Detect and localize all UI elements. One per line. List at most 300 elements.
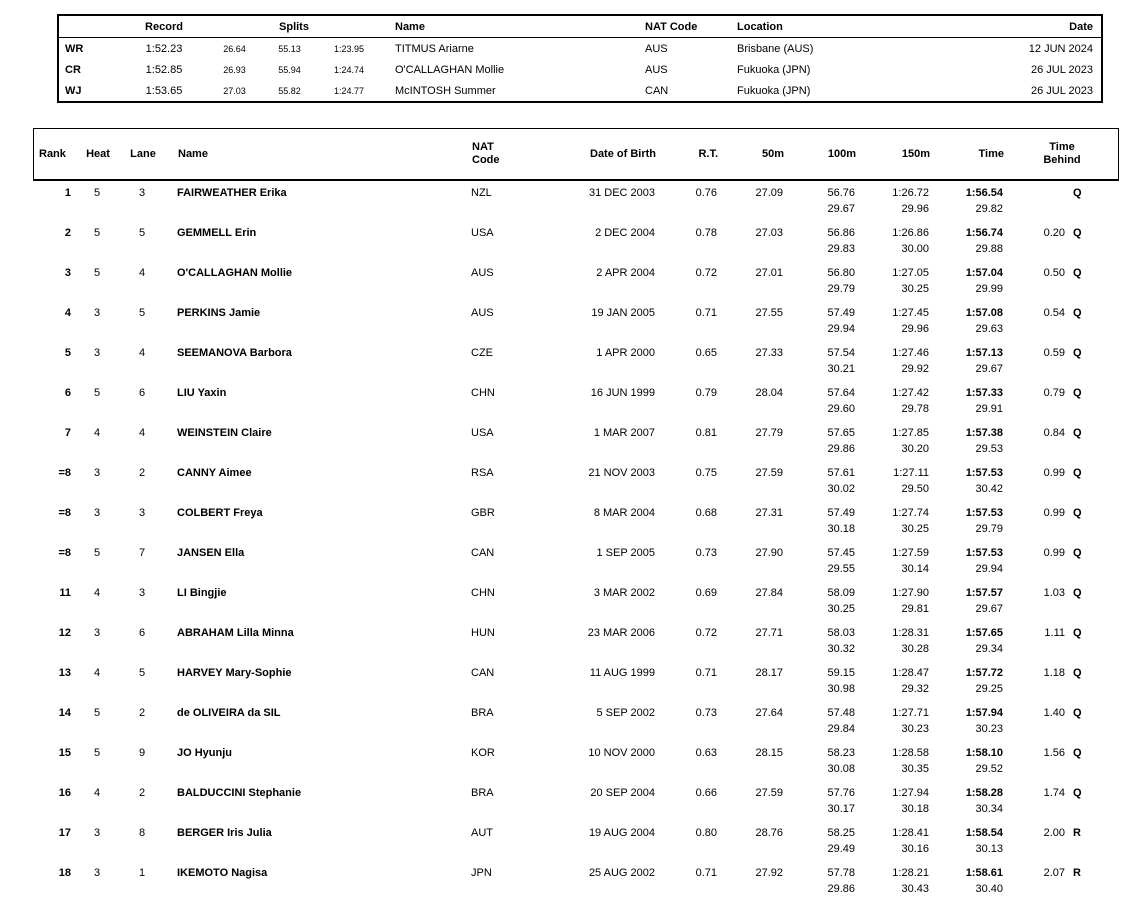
- split-150m-cell: [855, 425, 929, 457]
- rank-cell: 17: [58, 827, 71, 839]
- results-header-row: [33, 128, 1119, 181]
- split-100m-cell: [783, 625, 855, 657]
- lane-cell: 2: [138, 707, 146, 719]
- header-date-of-birth: Date of Birth: [590, 147, 656, 160]
- reaction-time-cell: 0.73: [695, 707, 717, 719]
- final-time-cell: [929, 305, 1003, 337]
- swimmer-name: BERGER Iris Julia: [177, 827, 272, 839]
- result-row: [33, 823, 1119, 863]
- split-150m-lap: 29.96: [901, 203, 929, 215]
- split-100m-lap: 29.55: [827, 563, 855, 575]
- split-100m-time: 56.86: [827, 227, 855, 239]
- split-100m-lap: 30.21: [827, 363, 855, 375]
- final-time: 1:57.53: [965, 547, 1003, 559]
- split-150m-cell: [855, 265, 929, 297]
- nat-code-cell: BRA: [471, 707, 494, 719]
- split-150m-lap: 30.28: [901, 643, 929, 655]
- reaction-time-cell: 0.66: [695, 787, 717, 799]
- final-time: 1:57.53: [965, 507, 1003, 519]
- split-50m-cell: 28.76: [755, 827, 783, 839]
- final-lap: 29.34: [975, 643, 1003, 655]
- final-lap: 29.63: [975, 323, 1003, 335]
- split-100m-cell: [783, 745, 855, 777]
- split-50m-cell: 28.04: [755, 387, 783, 399]
- final-time-cell: [929, 585, 1003, 617]
- date-of-birth-cell: 23 MAR 2006: [587, 627, 655, 639]
- record-holder-name: McINTOSH Summer: [395, 84, 496, 97]
- reaction-time-cell: 0.72: [695, 267, 717, 279]
- rank-cell: 13: [58, 667, 71, 679]
- final-time-cell: [929, 625, 1003, 657]
- nat-code-cell: BRA: [471, 787, 494, 799]
- qualification-flag: Q: [1073, 467, 1082, 479]
- result-row: [33, 223, 1119, 263]
- result-row: [33, 303, 1119, 343]
- rank-cell: 16: [58, 787, 71, 799]
- rank-cell: =8: [58, 547, 71, 559]
- record-date: 12 JUN 2024: [1028, 42, 1093, 55]
- split-150m-cell: [855, 625, 929, 657]
- split-150m-time: 1:27.45: [892, 307, 929, 319]
- qualification-flag: Q: [1073, 547, 1082, 559]
- date-of-birth-cell: 2 APR 2004: [596, 267, 655, 279]
- swimmer-name: LIU Yaxin: [177, 387, 227, 399]
- heat-cell: 5: [93, 547, 101, 559]
- record-tag: CR: [65, 63, 81, 76]
- split-150m-lap: 30.25: [901, 523, 929, 535]
- record-nat-code: CAN: [645, 84, 669, 97]
- reaction-time-cell: 0.81: [695, 427, 717, 439]
- records-header-name: Name: [395, 20, 425, 33]
- split-150m-time: 1:26.72: [892, 187, 929, 199]
- reaction-time-cell: 0.72: [695, 627, 717, 639]
- qualification-flag: Q: [1073, 667, 1082, 679]
- records-header-nat-code: NAT Code: [645, 20, 698, 33]
- time-behind-cell: 0.79: [1043, 387, 1065, 399]
- final-lap: 29.88: [975, 243, 1003, 255]
- reaction-time-cell: 0.79: [695, 387, 717, 399]
- result-row: [33, 743, 1119, 783]
- heat-cell: 3: [93, 347, 101, 359]
- rank-cell: 7: [64, 427, 71, 439]
- split-150m-time: 1:28.47: [892, 667, 929, 679]
- rank-cell: 12: [58, 627, 71, 639]
- final-time: 1:57.13: [965, 347, 1003, 359]
- split-150m-time: 1:26.86: [892, 227, 929, 239]
- split-50m-cell: 27.59: [755, 787, 783, 799]
- split-150m-time: 1:27.05: [892, 267, 929, 279]
- final-lap: 29.25: [975, 683, 1003, 695]
- split-50m-cell: 27.79: [755, 427, 783, 439]
- qualification-flag: Q: [1073, 707, 1082, 719]
- date-of-birth-cell: 19 JAN 2005: [591, 307, 655, 319]
- time-behind-cell: 1.03: [1043, 587, 1065, 599]
- split-150m-lap: 30.35: [901, 763, 929, 775]
- qualification-flag: Q: [1073, 427, 1082, 439]
- date-of-birth-cell: 10 NOV 2000: [588, 747, 655, 759]
- result-row: [33, 503, 1119, 543]
- result-row: [33, 543, 1119, 583]
- results-table: [33, 128, 1119, 903]
- time-behind-cell: 0.99: [1043, 467, 1065, 479]
- split-100m-lap: 29.83: [827, 243, 855, 255]
- lane-cell: 4: [138, 267, 146, 279]
- result-row: [33, 263, 1119, 303]
- result-row: [33, 343, 1119, 383]
- result-row: [33, 183, 1119, 223]
- qualification-flag: Q: [1073, 307, 1082, 319]
- record-nat-code: AUS: [645, 63, 668, 76]
- final-time-cell: [929, 865, 1003, 897]
- date-of-birth-cell: 5 SEP 2002: [596, 707, 655, 719]
- lane-cell: 9: [138, 747, 146, 759]
- split-100m-lap: 29.60: [827, 403, 855, 415]
- swimmer-name: JO Hyunju: [177, 747, 233, 759]
- date-of-birth-cell: 1 APR 2000: [596, 347, 655, 359]
- header-100m: 100m: [827, 147, 856, 160]
- record-location: Fukuoka (JPN): [737, 84, 811, 97]
- final-lap: 30.23: [975, 723, 1003, 735]
- date-of-birth-cell: 31 DEC 2003: [588, 187, 655, 199]
- reaction-time-cell: 0.75: [695, 467, 717, 479]
- split-150m-time: 1:28.58: [892, 747, 929, 759]
- split-150m-lap: 30.25: [901, 283, 929, 295]
- final-time: 1:57.33: [965, 387, 1003, 399]
- split-100m-time: 57.61: [827, 467, 855, 479]
- nat-code-cell: AUT: [471, 827, 493, 839]
- result-row: [33, 463, 1119, 503]
- heat-cell: 5: [93, 187, 101, 199]
- final-time: 1:57.53: [965, 467, 1003, 479]
- time-behind-cell: 0.54: [1043, 307, 1065, 319]
- heat-cell: 3: [93, 827, 101, 839]
- lane-cell: 3: [138, 187, 146, 199]
- split-100m-cell: [783, 545, 855, 577]
- nat-code-cell: GBR: [471, 507, 495, 519]
- records-header-splits: Splits: [279, 20, 309, 33]
- result-row: [33, 783, 1119, 823]
- heat-cell: 3: [93, 507, 101, 519]
- split-150m-lap: 29.78: [901, 403, 929, 415]
- final-lap: 29.91: [975, 403, 1003, 415]
- time-behind-cell: 2.07: [1043, 867, 1065, 879]
- swimmer-name: COLBERT Freya: [177, 507, 263, 519]
- split-150m-cell: [855, 825, 929, 857]
- final-time-cell: [929, 825, 1003, 857]
- split-50m-cell: 27.71: [755, 627, 783, 639]
- header-nat-line1: NAT: [472, 141, 494, 153]
- records-body: [59, 38, 1101, 101]
- split-100m-time: 59.15: [827, 667, 855, 679]
- split-100m-cell: [783, 865, 855, 897]
- header-time: Time: [978, 147, 1004, 160]
- lane-cell: 2: [138, 467, 146, 479]
- qualification-flag: Q: [1073, 227, 1082, 239]
- final-time: 1:58.61: [965, 867, 1003, 879]
- split-150m-cell: [855, 585, 929, 617]
- record-row: [59, 80, 1101, 101]
- split-100m-time: 57.64: [827, 387, 855, 399]
- records-table: [57, 14, 1103, 103]
- split-150m-cell: [855, 385, 929, 417]
- qualification-flag: Q: [1073, 187, 1082, 199]
- heat-cell: 3: [93, 627, 101, 639]
- result-row: [33, 383, 1119, 423]
- heat-cell: 4: [93, 587, 101, 599]
- split-100m-time: 58.09: [827, 587, 855, 599]
- final-time: 1:58.28: [965, 787, 1003, 799]
- rank-cell: 4: [64, 307, 71, 319]
- nat-code-cell: CZE: [471, 347, 493, 359]
- split-150m-cell: [855, 665, 929, 697]
- results-body: [33, 181, 1119, 903]
- split-150m-lap: 30.14: [901, 563, 929, 575]
- nat-code-cell: JPN: [471, 867, 492, 879]
- nat-code-cell: CAN: [471, 547, 495, 559]
- final-time-cell: [929, 225, 1003, 257]
- nat-code-cell: RSA: [471, 467, 494, 479]
- swimmer-name: LI Bingjie: [177, 587, 227, 599]
- reaction-time-cell: 0.80: [695, 827, 717, 839]
- reaction-time-cell: 0.71: [695, 307, 717, 319]
- record-split-150m: 1:23.95: [333, 43, 365, 54]
- qualification-flag: R: [1073, 827, 1081, 839]
- split-150m-lap: 30.20: [901, 443, 929, 455]
- nat-code-cell: USA: [471, 427, 494, 439]
- heat-cell: 5: [93, 267, 101, 279]
- final-time: 1:58.10: [965, 747, 1003, 759]
- lane-cell: 7: [138, 547, 146, 559]
- final-time-cell: [929, 345, 1003, 377]
- swimmer-name: WEINSTEIN Claire: [177, 427, 272, 439]
- split-100m-lap: 29.84: [827, 723, 855, 735]
- record-split-50m: 27.03: [223, 85, 246, 96]
- records-header-record: Record: [145, 20, 183, 33]
- lane-cell: 6: [138, 387, 146, 399]
- split-100m-time: 58.25: [827, 827, 855, 839]
- date-of-birth-cell: 25 AUG 2002: [588, 867, 655, 879]
- date-of-birth-cell: 16 JUN 1999: [590, 387, 655, 399]
- record-time: 1:52.23: [145, 42, 183, 55]
- final-lap: 29.94: [975, 563, 1003, 575]
- heat-cell: 3: [93, 467, 101, 479]
- final-time: 1:57.57: [965, 587, 1003, 599]
- time-behind-cell: 1.11: [1044, 627, 1065, 639]
- header-150m: 150m: [901, 147, 930, 160]
- split-150m-time: 1:28.21: [892, 867, 929, 879]
- qualification-flag: Q: [1073, 627, 1082, 639]
- time-behind-cell: 2.00: [1043, 827, 1065, 839]
- lane-cell: 4: [138, 347, 146, 359]
- header-name: Name: [178, 147, 208, 160]
- split-100m-cell: [783, 465, 855, 497]
- record-split-50m: 26.93: [223, 64, 246, 75]
- split-150m-lap: 30.16: [901, 843, 929, 855]
- record-row: [59, 38, 1101, 59]
- result-row: [33, 703, 1119, 743]
- final-time-cell: [929, 505, 1003, 537]
- split-150m-time: 1:27.74: [892, 507, 929, 519]
- heat-cell: 5: [93, 227, 101, 239]
- records-header-date: Date: [1069, 20, 1093, 33]
- final-time-cell: [929, 385, 1003, 417]
- split-50m-cell: 27.31: [755, 507, 783, 519]
- split-100m-time: 57.48: [827, 707, 855, 719]
- split-150m-cell: [855, 345, 929, 377]
- qualification-flag: Q: [1073, 387, 1082, 399]
- final-time: 1:56.74: [965, 227, 1003, 239]
- split-150m-time: 1:27.85: [892, 427, 929, 439]
- time-behind-cell: 0.99: [1043, 507, 1065, 519]
- heat-cell: 4: [93, 667, 101, 679]
- header-rank: Rank: [39, 147, 66, 160]
- final-lap: 30.13: [975, 843, 1003, 855]
- record-split-50m: 26.64: [223, 43, 246, 54]
- lane-cell: 3: [138, 587, 146, 599]
- record-date: 26 JUL 2023: [1031, 84, 1093, 97]
- date-of-birth-cell: 3 MAR 2002: [593, 587, 655, 599]
- split-100m-time: 57.49: [827, 307, 855, 319]
- reaction-time-cell: 0.78: [695, 227, 717, 239]
- split-150m-time: 1:27.59: [892, 547, 929, 559]
- rank-cell: =8: [58, 507, 71, 519]
- split-100m-time: 58.23: [827, 747, 855, 759]
- nat-code-cell: NZL: [471, 187, 492, 199]
- swimmer-name: BALDUCCINI Stephanie: [177, 787, 302, 799]
- split-100m-lap: 30.08: [827, 763, 855, 775]
- swimmer-name: FAIRWEATHER Erika: [177, 187, 287, 199]
- final-lap: 29.82: [975, 203, 1003, 215]
- result-row: [33, 663, 1119, 703]
- reaction-time-cell: 0.76: [695, 187, 717, 199]
- qualification-flag: Q: [1073, 787, 1082, 799]
- header-time-behind: [1004, 141, 1120, 167]
- reaction-time-cell: 0.65: [695, 347, 717, 359]
- swimmer-name: IKEMOTO Nagisa: [177, 867, 268, 879]
- rank-cell: 11: [59, 587, 71, 599]
- split-50m-cell: 27.01: [755, 267, 783, 279]
- date-of-birth-cell: 8 MAR 2004: [593, 507, 655, 519]
- records-header-row: [59, 16, 1101, 38]
- records-header-location: Location: [737, 20, 783, 33]
- split-150m-cell: [855, 785, 929, 817]
- final-time-cell: [929, 705, 1003, 737]
- split-100m-cell: [783, 785, 855, 817]
- final-lap: 29.53: [975, 443, 1003, 455]
- final-time: 1:57.94: [965, 707, 1003, 719]
- swimmer-name: SEEMANOVA Barbora: [177, 347, 292, 359]
- result-row: [33, 863, 1119, 903]
- record-time: 1:53.65: [145, 84, 183, 97]
- record-nat-code: AUS: [645, 42, 668, 55]
- swimmer-name: de OLIVEIRA da SIL: [177, 707, 281, 719]
- split-100m-lap: 30.98: [827, 683, 855, 695]
- final-time-cell: [929, 745, 1003, 777]
- split-100m-lap: 29.49: [827, 843, 855, 855]
- reaction-time-cell: 0.71: [695, 867, 717, 879]
- split-100m-lap: 30.32: [827, 643, 855, 655]
- split-150m-lap: 29.96: [901, 323, 929, 335]
- split-100m-time: 57.49: [827, 507, 855, 519]
- record-location: Fukuoka (JPN): [737, 63, 811, 76]
- record-split-150m: 1:24.74: [333, 64, 365, 75]
- split-100m-time: 57.78: [827, 867, 855, 879]
- lane-cell: 5: [138, 667, 146, 679]
- swimmer-name: ABRAHAM Lilla Minna: [177, 627, 294, 639]
- split-100m-time: 57.45: [827, 547, 855, 559]
- record-time: 1:52.85: [145, 63, 183, 76]
- split-100m-cell: [783, 425, 855, 457]
- split-50m-cell: 28.17: [755, 667, 783, 679]
- final-time-cell: [929, 545, 1003, 577]
- qualification-flag: Q: [1073, 747, 1082, 759]
- record-holder-name: O'CALLAGHAN Mollie: [395, 63, 505, 76]
- record-date: 26 JUL 2023: [1031, 63, 1093, 76]
- date-of-birth-cell: 1 MAR 2007: [593, 427, 655, 439]
- swimmer-name: JANSEN Ella: [177, 547, 245, 559]
- header-heat: Heat: [86, 147, 110, 160]
- reaction-time-cell: 0.71: [695, 667, 717, 679]
- split-100m-cell: [783, 705, 855, 737]
- date-of-birth-cell: 19 AUG 2004: [588, 827, 655, 839]
- split-150m-time: 1:27.11: [893, 467, 929, 479]
- rank-cell: 15: [58, 747, 71, 759]
- lane-cell: 5: [138, 307, 146, 319]
- lane-cell: 5: [138, 227, 146, 239]
- rank-cell: 18: [58, 867, 71, 879]
- split-100m-cell: [783, 265, 855, 297]
- split-150m-lap: 29.81: [901, 603, 929, 615]
- lane-cell: 6: [138, 627, 146, 639]
- split-150m-time: 1:28.41: [892, 827, 929, 839]
- header-nat-line2: Code: [472, 154, 500, 166]
- rank-cell: =8: [58, 467, 71, 479]
- split-150m-cell: [855, 505, 929, 537]
- split-150m-lap: 29.50: [901, 483, 929, 495]
- qualification-flag: Q: [1073, 267, 1082, 279]
- final-time: 1:57.04: [965, 267, 1003, 279]
- record-split-100m: 55.82: [278, 85, 301, 96]
- heat-cell: 5: [93, 387, 101, 399]
- qualification-flag: Q: [1073, 507, 1082, 519]
- time-behind-cell: 0.59: [1043, 347, 1065, 359]
- final-time: 1:57.08: [965, 307, 1003, 319]
- split-150m-time: 1:27.94: [892, 787, 929, 799]
- record-split-100m: 55.13: [278, 43, 301, 54]
- final-lap: 29.67: [975, 603, 1003, 615]
- heat-cell: 4: [93, 787, 101, 799]
- split-100m-cell: [783, 505, 855, 537]
- split-50m-cell: 27.84: [755, 587, 783, 599]
- split-100m-cell: [783, 185, 855, 217]
- final-lap: 30.42: [975, 483, 1003, 495]
- split-150m-lap: 30.23: [901, 723, 929, 735]
- reaction-time-cell: 0.63: [695, 747, 717, 759]
- date-of-birth-cell: 11 AUG 1999: [589, 667, 655, 679]
- final-time-cell: [929, 265, 1003, 297]
- nat-code-cell: AUS: [471, 267, 494, 279]
- lane-cell: 2: [138, 787, 146, 799]
- time-behind-cell: 0.50: [1043, 267, 1065, 279]
- result-row: [33, 423, 1119, 463]
- split-150m-time: 1:27.71: [892, 707, 929, 719]
- record-row: [59, 59, 1101, 80]
- final-time: 1:56.54: [965, 187, 1003, 199]
- nat-code-cell: AUS: [471, 307, 494, 319]
- split-150m-cell: [855, 745, 929, 777]
- final-lap: 29.79: [975, 523, 1003, 535]
- lane-cell: 3: [138, 507, 146, 519]
